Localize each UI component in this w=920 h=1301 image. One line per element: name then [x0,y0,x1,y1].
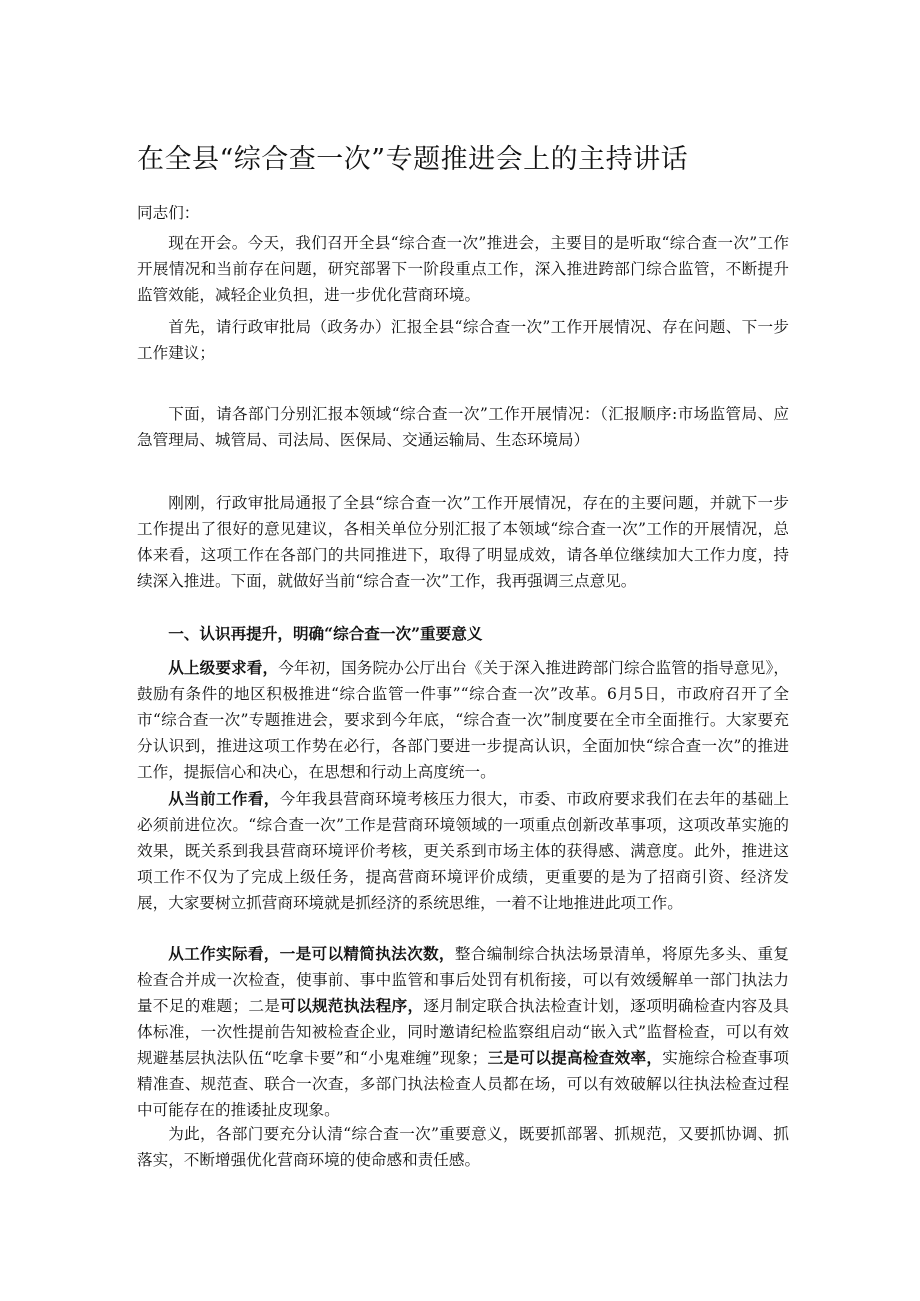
paragraph-opening: 现在开会。今天，我们召开全县“综合查一次”推进会，主要目的是听取“综合查一次”工作开展情况和当前存在问题，研究部署下一阶段重点工作，深入推进跨部门综合监管，不断提升监管效能，减轻企业负担，进一步优化营商环境。 [137,234,789,304]
body-text: 今年我县营商环境考核压力很大，市委、市政府要求我们在去年的基础上必须前进位次。“综合查一次”工作是营商环境领域的一项重点创新改革事项，这项改革实施的效果，既关系到我县营商环境评价考核，更关系到市场主体的获得感、满意度。此外，推进这项工作不仅为了完成上级任务，提高营商环境评价成绩，更重要的是为了招商引资、经济发展，大家要树立抓营商环境就是抓经济的系统思维，一着不让地推进此项工作。 [137,790,789,912]
lead-text: 从上级要求看， [168,658,279,677]
body-text: 整合编制综合执法场景清单，将原先多头、重复检查合并成一次检查，使事前、事中监管和事后处罚有机衔接，可以有效缓解单一部门执法力量不足的难题；二是 [137,945,789,1015]
section-heading-1: 一、认识再提升，明确“综合查一次”重要意义 [168,624,483,643]
paragraph-current-work [137,786,789,916]
lead-text: 从当前工作看， [168,789,280,808]
paragraph-summary: 刚刚，行政审批局通报了全县“综合查一次”工作开展情况，存在的主要问题，并就下一步工作提出了很好的意见建议，各相关单位分别汇报了本领域“综合查一次”工作的开展情况，总体来看，这项工作在各部门的共同推进下，取得了明显成效，请各单位继续加大工作力度，持续深入推进。下面，就做好当前“综合查一次”工作，我再强调三点意见。 [137,494,789,590]
bold-text: 可以规范执法程序， [280,996,424,1015]
paragraph-practical-work [137,941,789,1123]
lead-text: 从工作实际看，一是可以精简执法次数， [168,944,455,963]
paragraph-department-reports: 下面，请各部门分别汇报本领域“综合查一次”工作开展情况：（汇报顺序:市场监管局、应急管理局、城管局、司法局、医保局、交通运输局、生态环境局） [137,405,789,449]
page-title: 在全县“综合查一次”专题推进会上的主持讲话 [137,144,689,175]
body-text: 实施综合检查事项精准查、规范查、联合一次查，多部门执法检查人员都在场，可以有效破解以往执法检查过程中可能存在的推诿扯皮现象。 [137,1049,789,1119]
paragraph-conclusion: 为此，各部门要充分认清“综合查一次”重要意义，既要抓部署、抓规范，又要抓协调、抓落实，不断增强优化营商环境的使命感和责任感。 [137,1125,789,1169]
salutation: 同志们： [137,204,200,222]
paragraph-higher-requirements [137,655,789,785]
paragraph-first-report: 首先，请行政审批局（政务办）汇报全县“综合查一次”工作开展情况、存在问题、下一步工作建议； [137,318,789,362]
bold-text: 三是可以提高检查效率， [487,1048,663,1067]
body-text: 逐月制定联合执法检查计划，逐项明确检查内容及具体标准，一次性提前告知被检查企业，同时邀请纪检监察组启动“嵌入式”监督检查，可以有效规避基层执法队伍“吃拿卡要”和“小鬼难缠”现象； [137,997,789,1067]
body-text: 今年初，国务院办公厅出台《关于深入推进跨部门综合监管的指导意见》，鼓励有条件的地区积极推进“综合监管一件事”“综合查一次”改革。6月5日，市政府召开了全市“综合查一次”专题推进会，要求到今年底，“综合查一次”制度要在全市全面推行。大家要充分认识到，推进这项工作势在必行，各部门要进一步提高认识，全面加快“综合查一次”的推进工作，提振信心和决心，在思想和行动上高度统一。 [137,659,789,781]
